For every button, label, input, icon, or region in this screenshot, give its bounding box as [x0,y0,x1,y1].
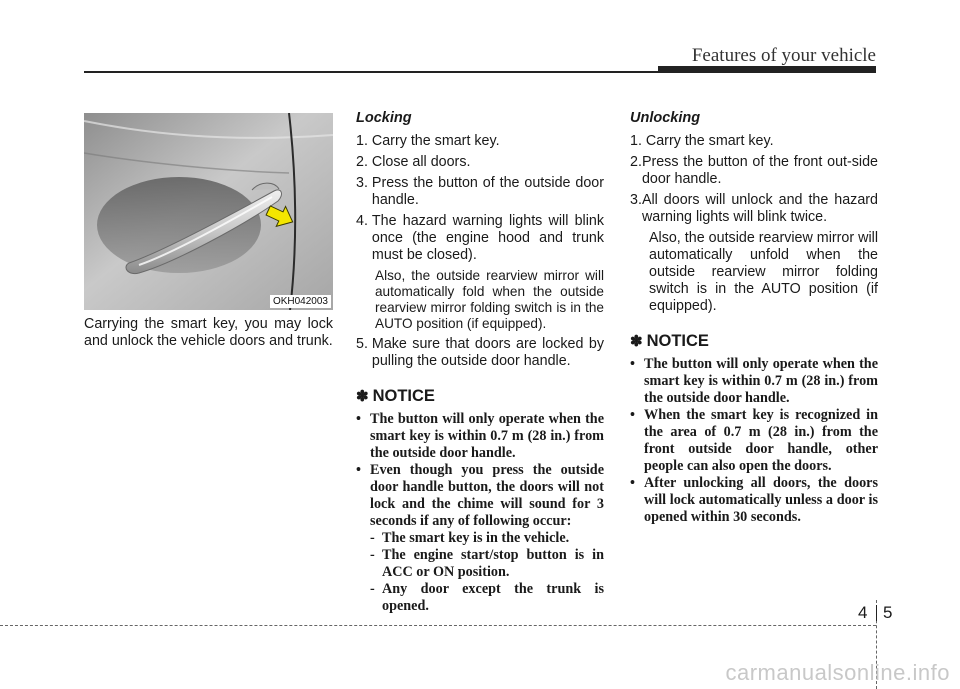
locking-heading: Locking [356,110,412,126]
step-number: 2. [356,154,372,170]
bullet-icon: • [630,407,635,423]
notice-text: When the smart key is recognized in the area of 0.7 m (28 in.) from the front outside door handle, other people can also open the doors. [644,407,878,474]
notice-item [630,356,878,407]
unlocking-notice-list [630,356,878,526]
locking-step [356,175,604,209]
step-number: 1. [630,133,646,149]
unlocking-step [630,154,878,188]
bullet-icon: • [356,411,361,427]
notice-star-icon: ✽ [356,388,369,405]
step-number: 1. [356,133,372,149]
notice-text: Even though you press the outside door handle button, the doors will not lock and the chime will sound for 3 seconds if any of following occur: [370,462,604,529]
page-number-separator [876,605,877,621]
bullet-icon: • [630,475,635,491]
door-handle-illustration [84,113,333,310]
locking-notice-list [356,411,604,615]
step-number: 5. [356,336,372,352]
unlocking-section [630,110,878,526]
notice-item [356,462,604,530]
step-text: Carry the smart key. [645,133,774,149]
notice-text: After unlocking all doors, the doors will lock automatically unless a door is opened within 30 seconds. [644,475,878,525]
step-number: 3. [630,192,642,208]
locking-step [356,213,604,264]
unlocking-step [630,192,878,226]
locking-notice-heading [356,388,604,405]
step-text: The hazard warning lights will blink once (the engine hood and trunk must be closed). [371,213,604,263]
watermark: carmanualsonline.info [725,660,950,685]
step-text: Close all doors. [371,154,471,170]
dash-icon: - [370,547,375,563]
chapter-number: 4 [858,603,868,622]
locking-step [356,133,604,150]
bullet-icon: • [356,462,361,478]
notice-item [630,475,878,526]
step-text: All doors will unlock and the hazard warning lights will blink twice. [641,192,878,225]
unlocking-notice-heading [630,333,878,350]
unlocking-heading: Unlocking [630,110,701,126]
locking-step [356,154,604,171]
photo-caption: Carrying the smart key, you may lock and unlock the vehicle doors and trunk. [84,316,333,349]
notice-sub-item [370,581,604,615]
locking-section [356,110,604,615]
footer-rule [0,625,876,626]
door-handle-photo [84,113,333,310]
locking-mirror-note: Also, the outside rearview mirror will automatically fold when the outside rearview mirror folding switch is in the AUTO position (if equipped). [375,268,604,331]
step-number: 3. [356,175,372,191]
notice-item [630,407,878,475]
page-number: 5 [883,603,893,622]
notice-star-icon: ✽ [630,333,643,350]
step-text: Make sure that doors are locked by pulling the outside door handle. [371,336,604,369]
notice-text: The button will only operate when the smart key is within 0.7 m (28 in.) from the outside door handle. [370,411,604,461]
notice-sub-text: Any door except the trunk is opened. [382,581,604,614]
notice-item [356,411,604,462]
notice-title: NOTICE [646,332,709,350]
notice-title: NOTICE [372,387,435,405]
step-number: 2. [630,154,642,170]
dash-icon: - [370,581,375,597]
notice-sub-item [370,530,604,547]
unlocking-step [630,133,878,150]
section-title: Features of your vehicle [691,45,876,66]
notice-text: The button will only operate when the smart key is within 0.7 m (28 in.) from the outside door handle. [644,356,878,406]
step-text: Carry the smart key. [371,133,500,149]
unlocking-mirror-note: Also, the outside rearview mirror will automatically unfold when the outside rearview mirror folding switch is in the AUTO position (if equipped). [649,230,878,314]
step-text: Press the button of the front out-side door handle. [641,154,878,187]
notice-sub-item [370,547,604,581]
header-rule-accent [658,66,876,73]
dash-icon: - [370,530,375,546]
bullet-icon: • [630,356,635,372]
figure-code: OKH042003 [270,295,331,308]
step-number: 4. [356,213,372,229]
notice-sub-text: The smart key is in the vehicle. [382,530,570,546]
notice-sub-text: The engine start/stop button is in ACC or ON position. [382,547,604,580]
step-text: Press the button of the outside door handle. [371,175,604,208]
locking-step [356,336,604,370]
